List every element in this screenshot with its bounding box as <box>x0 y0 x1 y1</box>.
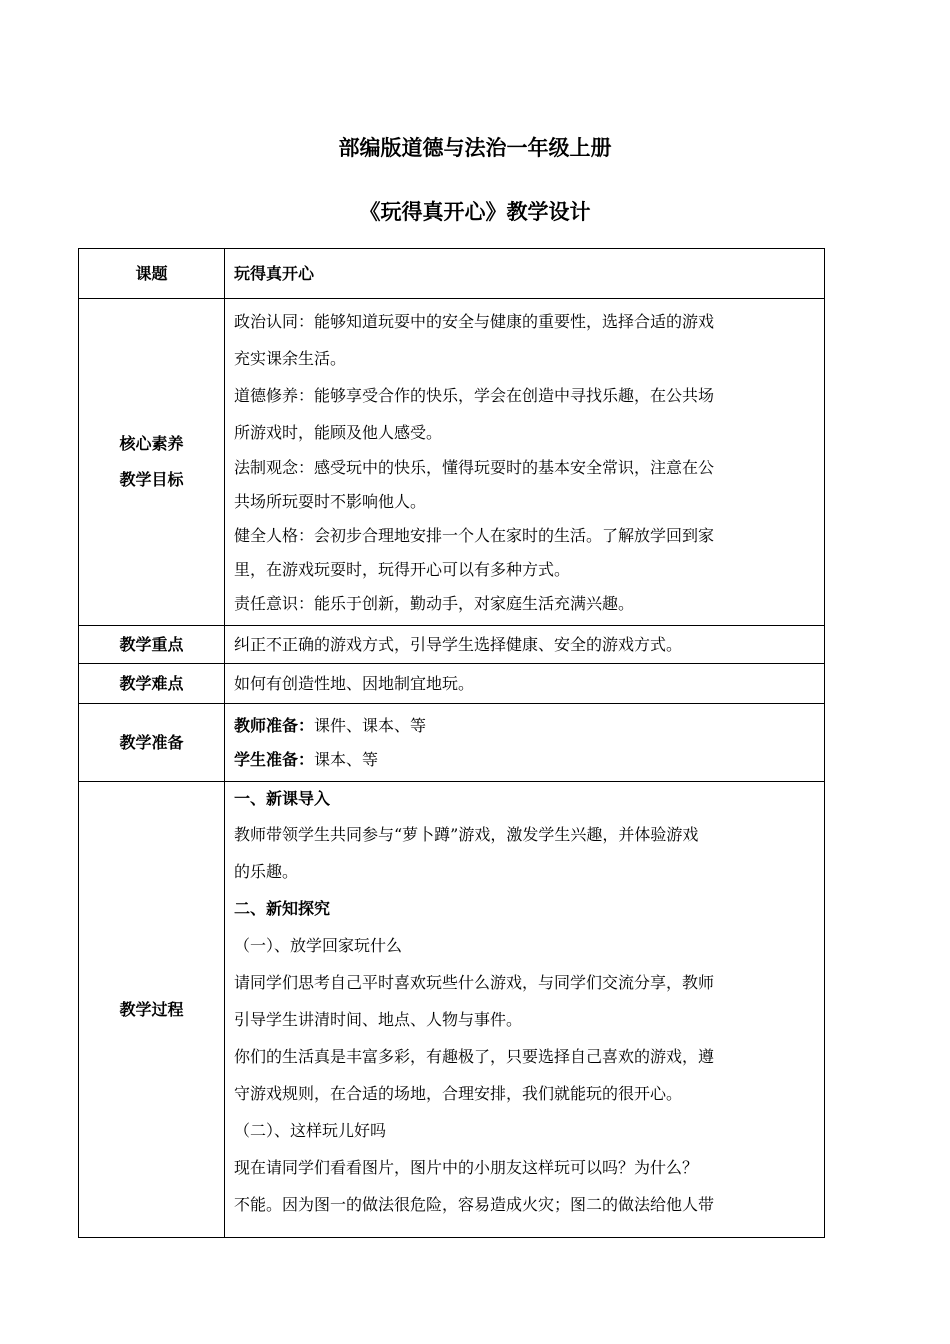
core-goal-line: 充实课余生活。 <box>234 349 347 368</box>
core-goal-line: 所游戏时，能顾及他人感受。 <box>234 423 443 442</box>
focus-label: 教学重点 <box>79 626 225 664</box>
sub1-heading: （一）、放学回家玩什么 <box>234 936 403 955</box>
table-row-topic <box>79 249 825 299</box>
core-goals-content <box>225 299 825 626</box>
prep-teacher-value: 课件、课本、等 <box>314 715 427 735</box>
process-content <box>225 782 825 1238</box>
focus-value-text: 纠正不正确的游戏方式，引导学生选择健康、安全的游戏方式。 <box>234 634 683 654</box>
core-goal-line: 健全人格：会初步合理地安排一个人在家时的生活。了解放学回到家 <box>234 526 715 545</box>
table-row-difficulty <box>79 664 825 704</box>
document-subtitle: 《玩得真开心》教学设计 <box>359 200 591 224</box>
sub2-heading: （二）、这样玩儿好吗 <box>234 1121 387 1140</box>
focus-value <box>225 626 825 664</box>
core-goal-line: 道德修养：能够享受合作的快乐，学会在创造中寻找乐趣，在公共场 <box>234 386 715 405</box>
section1-line: 的乐趣。 <box>234 862 299 881</box>
core-goals-label <box>79 299 225 626</box>
core-goals-label-line1: 核心素养 <box>119 434 184 453</box>
prep-label: 教学准备 <box>79 704 225 782</box>
difficulty-label: 教学难点 <box>79 664 225 704</box>
topic-label: 课题 <box>79 249 225 299</box>
topic-value <box>225 249 825 299</box>
section2-heading: 二、新知探究 <box>234 899 331 918</box>
sub2-line: 不能。因为图一的做法很危险，容易造成火灾；图二的做法给他人带 <box>234 1195 715 1214</box>
sub2-line: 现在请同学们看看图片，图片中的小朋友这样玩可以吗？为什么？ <box>234 1158 699 1177</box>
sub1-line: 请同学们思考自己平时喜欢玩些什么游戏，与同学们交流分享，教师 <box>234 973 715 992</box>
prep-teacher-label: 教师准备： <box>234 715 315 735</box>
sub1-line: 引导学生讲清时间、地点、人物与事件。 <box>234 1010 523 1029</box>
table-row-prep <box>79 704 825 782</box>
table-row-core-goals <box>79 299 825 626</box>
core-goal-line: 责任意识：能乐于创新，勤动手，对家庭生活充满兴趣。 <box>234 594 635 613</box>
prep-teacher-line <box>234 709 816 743</box>
sub1-line: 守游戏规则，在合适的场地，合理安排，我们就能玩的很开心。 <box>234 1084 683 1103</box>
section1-line: 教师带领学生共同参与“萝卜蹲”游戏，激发学生兴趣，并体验游戏 <box>234 825 699 844</box>
core-goal-line: 政治认同：能够知道玩耍中的安全与健康的重要性，选择合适的游戏 <box>234 312 715 331</box>
difficulty-value <box>225 664 825 704</box>
lesson-plan-table <box>78 248 825 1238</box>
core-goal-line: 里，在游戏玩耍时，玩得开心可以有多种方式。 <box>234 560 571 579</box>
core-goal-line: 共场所玩耍时不影响他人。 <box>234 492 427 511</box>
core-goals-label-line2: 教学目标 <box>119 470 184 489</box>
table-row-process <box>79 782 825 1238</box>
topic-value-text: 玩得真开心 <box>234 264 315 283</box>
sub1-line: 你们的生活真是丰富多彩，有趣极了，只要选择自己喜欢的游戏，遵 <box>234 1047 715 1066</box>
document-title: 部编版道德与法治一年级上册 <box>338 136 612 160</box>
prep-student-line <box>234 743 816 777</box>
section1-heading: 一、新课导入 <box>234 789 331 808</box>
prep-content <box>225 704 825 782</box>
table-row-focus <box>79 626 825 664</box>
difficulty-value-text: 如何有创造性地、因地制宜地玩。 <box>234 673 475 693</box>
prep-student-label: 学生准备： <box>234 749 315 769</box>
prep-student-value: 课本、等 <box>314 749 379 769</box>
process-label: 教学过程 <box>79 782 225 1238</box>
core-goal-line: 法制观念：感受玩中的快乐，懂得玩耍时的基本安全常识，注意在公 <box>234 458 715 477</box>
